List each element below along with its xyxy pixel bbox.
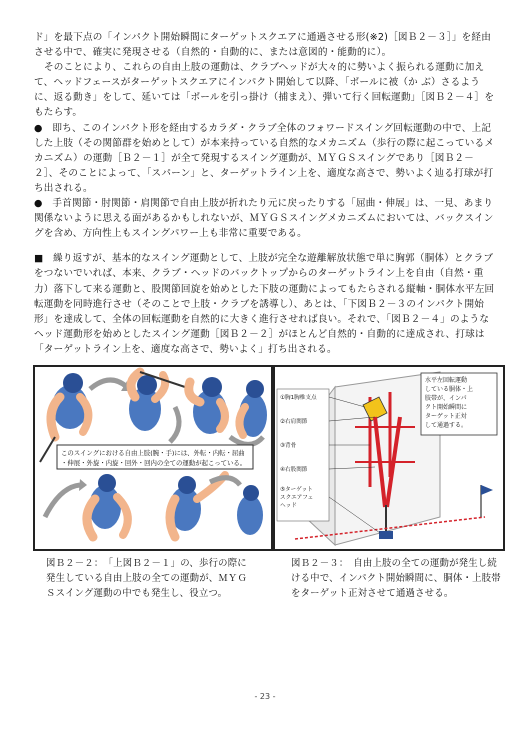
impact-note-2: している胴体・上 [425,386,474,393]
label-thoracic: ①胸1胸椎支点 [280,395,317,401]
figure-b2-3-impact-diagram [273,365,505,551]
golfer-figure-7 [237,485,263,535]
caption-figure-b2-3: 図Ｂ２－３： 自由上肢の全ての運動が発生し続ける中で、インパクト開始瞬間に、胴体・上肢帯をターゲット正対させて通過させる。 [291,558,501,599]
label-spine: ③背骨 [280,443,297,449]
label-target: ⑤ターゲット [280,487,313,493]
figure-area [33,365,503,547]
paragraph-3: ● 即ち、このインパクト形を経由するカラダ・クラブ全体のフォワードスイング回転運動の中で、上記した上肢（その関節群を始めとして）が本来持っている自然的なメカニズム（歩行の際に起こっているメカニズム）の運動［Ｂ２－１］が全て発現するスイング運動が、ＭＹＧＳスイングであり［図Ｂ２－２］、そのことによって、「スパーン」と、ターゲットライン上を、適度な高さで、勢いよく辿る打球が打ち出される。 [34,122,495,194]
swing-sequence-illustration [35,367,271,549]
impact-note-4: クト開始瞬間に [425,404,468,411]
golfer-figure-6 [169,475,225,537]
paragraph-1: ド」を最下点の「インパクト開始瞬間にターゲットスクエアに通過させる形(※2)［図Ｂ２－３］」を経由させる中で、確実に発現させる（自然的・自動的に、または意図的・能動的に）。 [34,32,492,59]
page-number: - 23 - [254,692,276,701]
label-right-hip: ④右股関節 [280,467,308,473]
note-line-1: このスイングにおける自由上肢(腕・手)には、外転・内転・屈曲 [61,449,245,457]
golfer-figure-5 [87,474,128,537]
golfer-figure-4 [239,380,267,437]
golfer-figure-3 [189,377,227,434]
impact-note-6: して通過する。 [425,422,468,429]
impact-note-1: 水平左回転運動 [425,377,468,384]
impact-note-5: ターゲット正対 [425,413,467,420]
label-right-shoulder: ②右肩関節 [280,419,308,425]
label-head: ヘッド [280,503,297,509]
paragraph-5: ■ 繰り返すが、基本的なスイング運動として、上肢が完全な遊離解放状態で単に胸郭（胴体）とクラブをつないでいれば、本来、クラブ・ヘッドのバックトップからのターゲットライン上を自由（自然・重力）落下して来る運動と、股関節回旋を始めとした下肢の運動によってもたらされる縦軸・胴体水平左回転運動を同時進行させ（そのことで上肢・クラブを誘導し）、あとは、「下図Ｂ２－３のインパクト開始形」を達成して、全体の回転運動を自然的に大きく進行させれば良い。それで、「図Ｂ２－４」のようなヘッド運動形を始めとしたスイング運動［図Ｂ２－２］がほとんど自然的・自動的に達成され、打球は「ターゲットライン上を、適度な高さで、勢いよく」打ち出される。 [34,253,495,355]
caption-figure-b2-2: 図Ｂ２－２： 「上図Ｂ２－１」の、歩行の際に発生している自由上肢の全ての運動が、ＭＹＧＳスイング運動の中でも発生し、役立つ。 [46,558,248,599]
paragraph-4: ● 手首関節・肘関節・肩関節で自由上肢が折れたり元に戻ったりする「屈曲・伸展」は、一見、あまり関係ないように思える面があるかもしれないが、ＭＹＧＳスイングメカニズムにおいては、バックスイングを含め、方向性上もスイングパワー上も非常に重要である。 [34,198,494,240]
body-text [34,30,496,357]
impact-diagram-illustration [275,367,503,549]
paragraph-2: そのことにより、これらの自由上肢の運動は、クラブヘッドが大々的に勢いよく振られる運動に加えて、ヘッドフェースがターゲットスクエアにインパクト開始して以降、「ボールに被（か ぶ）さるように、返る動き」をして、延いては「ボールを引っ掛け（捕まえ）、弾いて行く回転運動」［図Ｂ２－４］をもたらす。 [34,62,495,119]
figure-b2-2-swing-sequence [33,365,273,551]
label-square-face: スクエアフェ [280,495,314,501]
impact-note-3: 肢帯が、インパ [425,395,467,402]
note-line-2: ・伸展・外旋・内旋・回外・回内の全ての運動が起こっている。 [61,459,247,467]
